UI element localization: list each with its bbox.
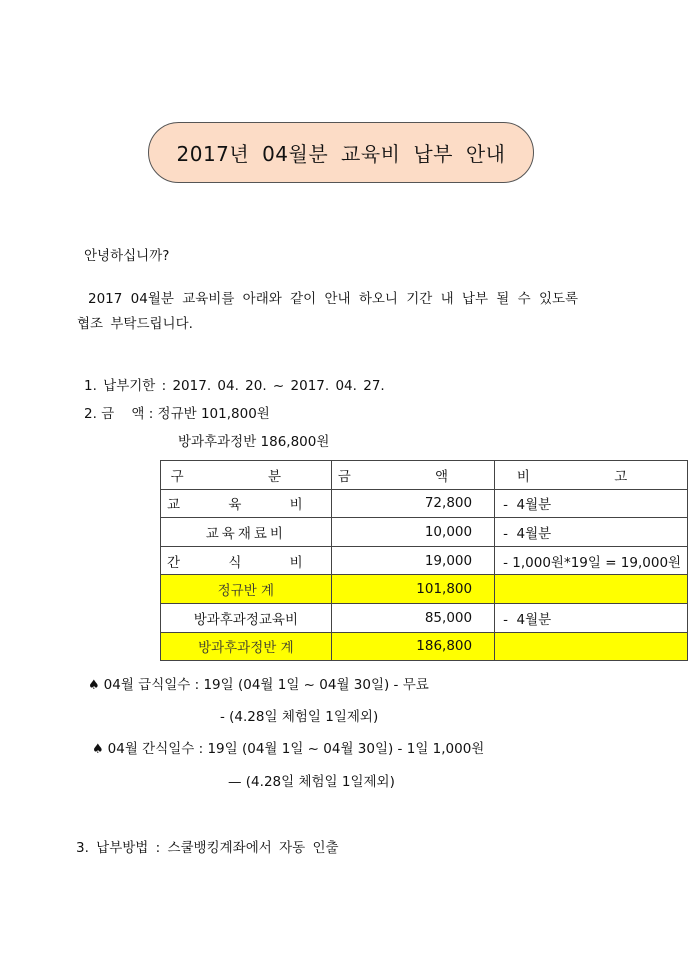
payment-amount-afterschool: 방과후과정반 186,800원 xyxy=(178,434,330,450)
snack-days-note xyxy=(92,737,484,757)
payment-deadline: 1. 납부기한 : 2017. 04. 20. ~ 2017. 04. 27. xyxy=(84,378,385,394)
row-amount: 85,000 xyxy=(331,603,494,632)
fee-table xyxy=(160,460,688,661)
row-item: 간 식 비 xyxy=(161,546,332,575)
row-note: - 1,000원*19일 = 19,000원 xyxy=(495,546,688,575)
table-row xyxy=(161,489,688,518)
row-item: 교육재료비 xyxy=(161,518,332,547)
greeting: 안녕하십니까? xyxy=(84,248,170,264)
row-note: - 4월분 xyxy=(495,489,688,518)
row-note xyxy=(495,632,688,661)
spade-bullet-icon: ♠ xyxy=(88,678,100,693)
row-amount: 186,800 xyxy=(331,632,494,661)
meal-days-note xyxy=(88,673,429,693)
table-row xyxy=(161,603,688,632)
row-amount: 19,000 xyxy=(331,546,494,575)
table-row-subtotal-regular xyxy=(161,575,688,604)
table-header-row xyxy=(161,461,688,490)
row-item: 방과후과정반 계 xyxy=(161,632,332,661)
row-item: 정규반 계 xyxy=(161,575,332,604)
snack-days-text: 04월 간식일수 : 19일 (04월 1일 ~ 04월 30일) - 1일 1,000원 xyxy=(107,741,485,757)
payment-amount: 2. 금 액 : 정규반 101,800원 xyxy=(84,406,270,422)
title-box xyxy=(148,122,534,183)
meal-days-exclusion: - (4.28일 체험일 1일제외) xyxy=(220,709,379,725)
meal-days-text: 04월 급식일수 : 19일 (04월 1일 ~ 04월 30일) - 무료 xyxy=(103,677,429,693)
intro-line-2: 협조 부탁드립니다. xyxy=(77,316,193,332)
row-note: - 4월분 xyxy=(495,603,688,632)
table-row xyxy=(161,546,688,575)
table-row xyxy=(161,518,688,547)
snack-days-exclusion: — (4.28일 체험일 1일제외) xyxy=(228,774,395,790)
row-amount: 101,800 xyxy=(331,575,494,604)
spade-bullet-icon: ♠ xyxy=(92,742,104,757)
row-amount: 10,000 xyxy=(331,518,494,547)
row-amount: 72,800 xyxy=(331,489,494,518)
row-item: 방과후과정교육비 xyxy=(161,603,332,632)
intro-line-1: 2017 04월분 교육비를 아래와 같이 안내 하오니 기간 내 납부 될 수 있도록 xyxy=(88,291,579,307)
page-title: 2017년 04월분 교육비 납부 안내 xyxy=(176,142,506,166)
row-item: 교 육 비 xyxy=(161,489,332,518)
payment-method: 3. 납부방법 : 스쿨뱅킹계좌에서 자동 인출 xyxy=(76,840,339,856)
row-note xyxy=(495,575,688,604)
header-amount: 금 액 xyxy=(331,461,494,490)
header-category: 구 분 xyxy=(161,461,332,490)
row-note: - 4월분 xyxy=(495,518,688,547)
header-note: 비 고 xyxy=(495,461,688,490)
table-row-subtotal-afterschool xyxy=(161,632,688,661)
